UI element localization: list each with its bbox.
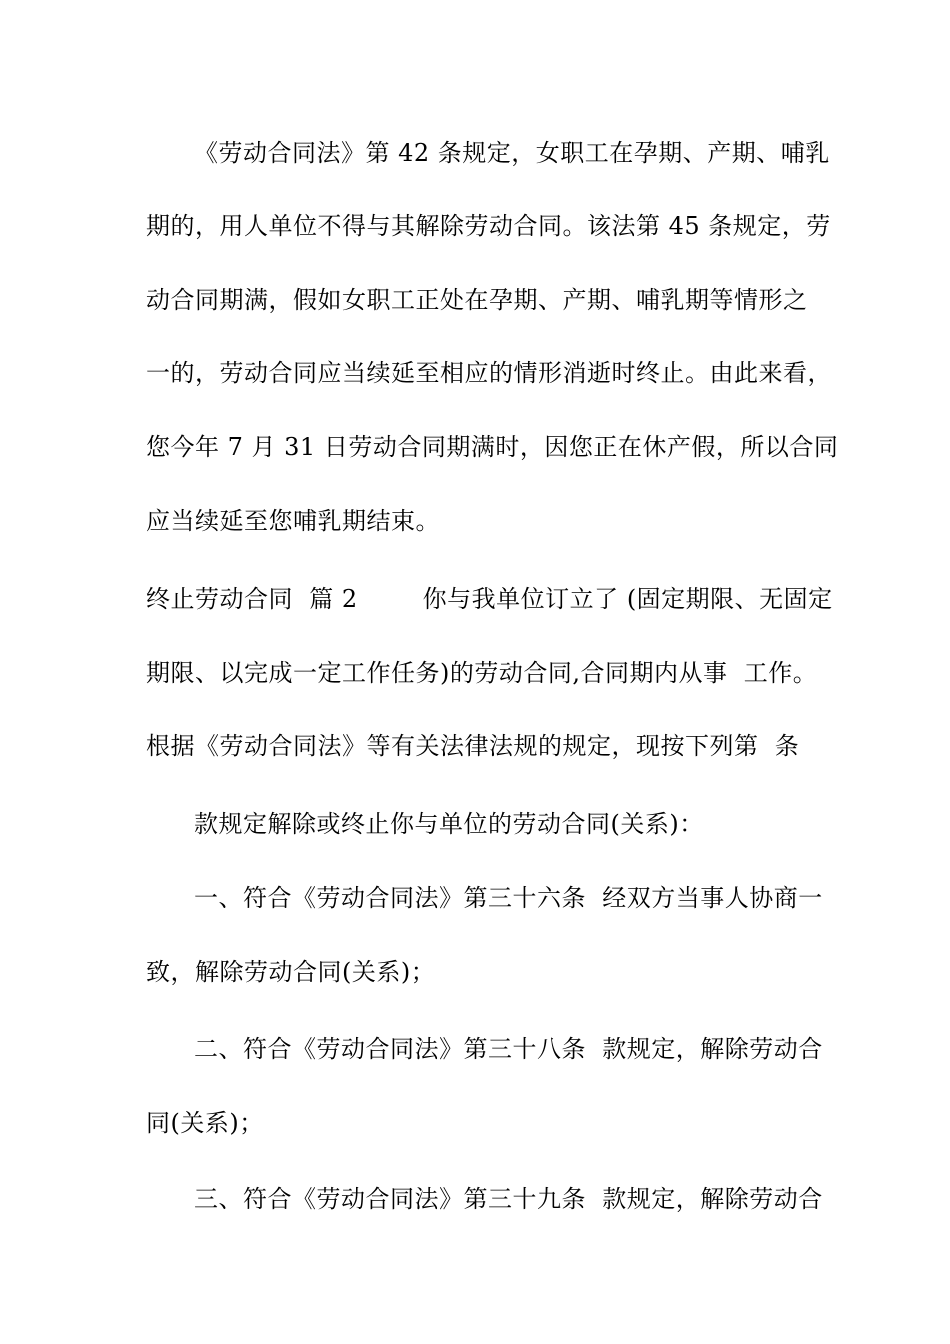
text-line: 动合同期满，假如女职工正处在孕期、产期、哺乳期等情形之 bbox=[146, 286, 808, 314]
text-line: 期限、以完成一定工作任务)的劳动合同,合同期内从事 工作。 bbox=[146, 659, 818, 687]
text-line: 致，解除劳动合同(关系)； bbox=[146, 958, 436, 986]
text-line: 二、符合《劳动合同法》第三十八条 款规定，解除劳动合 bbox=[194, 1035, 823, 1063]
text-line: 同(关系)； bbox=[146, 1109, 264, 1137]
text-line: 期的，用人单位不得与其解除劳动合同。该法第 45 条规定，劳 bbox=[146, 212, 831, 240]
text-line: 您今年 7 月 31 日劳动合同期满时，因您正在休产假，所以合同 bbox=[146, 433, 839, 461]
text-line: 三、符合《劳动合同法》第三十九条 款规定，解除劳动合 bbox=[194, 1185, 823, 1213]
text-line: 一的，劳动合同应当续延至相应的情形消逝时终止。由此来看， bbox=[146, 359, 832, 387]
text-line: 一、符合《劳动合同法》第三十六条 经双方当事人协商一 bbox=[194, 884, 823, 912]
text-line: 应当续延至您哺乳期结束。 bbox=[146, 507, 440, 535]
text-line: 根据《劳动合同法》等有关法律法规的规定，现按下列第 条 bbox=[146, 732, 800, 760]
section-heading-line: 终止劳动合同 篇 2 你与我单位订立了 (固定期限、无固定 bbox=[146, 585, 833, 613]
text-line: 款规定解除或终止你与单位的劳动合同(关系)： bbox=[194, 810, 704, 838]
text-line: 《劳动合同法》第 42 条规定，女职工在孕期、产期、哺乳 bbox=[194, 139, 830, 167]
